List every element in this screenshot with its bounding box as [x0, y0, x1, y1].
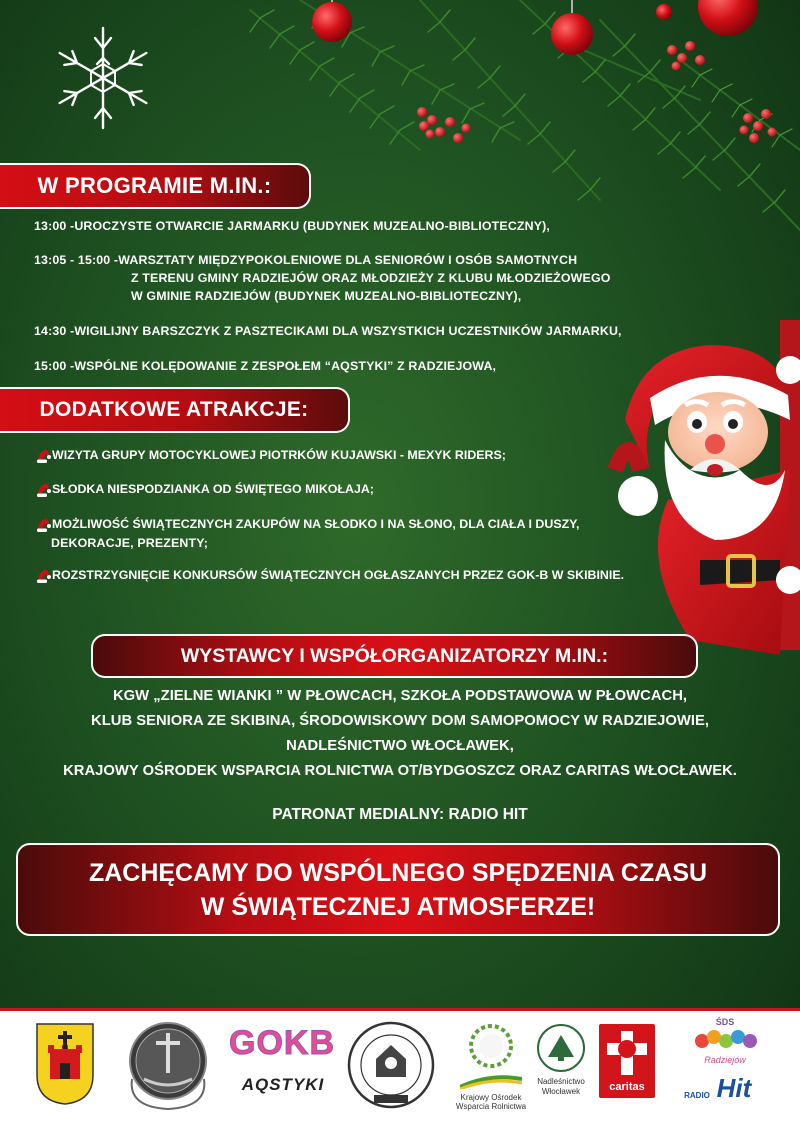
- program-item: [34, 359, 496, 373]
- program-text: UROCZYSTE OTWARCIE JARMARKU (BUDYNEK MUZEALNO-BIBLIOTECZNY),: [74, 219, 551, 233]
- attraction-text: WIZYTA GRUPY MOTOCYKLOWEJ PIOTRKÓW KUJAWSKI - MEXYK RIDERS;: [52, 448, 506, 462]
- attraction-item: [36, 448, 506, 464]
- aqstyki-logo: AQSTYKI: [241, 1075, 325, 1094]
- exhibitors-line: KLUB SENIORA ZE SKIBINA, ŚRODOWISKOWY DOM SAMOPOMOCY W RADZIEJOWIE,: [91, 713, 709, 729]
- santa-hat-icon: [36, 448, 51, 464]
- sds-logo-sub: Radziejów: [704, 1055, 746, 1065]
- footer-logos: [0, 1008, 800, 1132]
- sds-hands-logo: [694, 1027, 758, 1053]
- lasy-panstwowe-logo: [536, 1023, 586, 1073]
- program-text-cont: Z TERENU GMINY RADZIEJÓW ORAZ MŁODZIEŻY Z KLUBU MŁODZIEŻOWEGO: [131, 271, 611, 285]
- program-time: 13:05 - 15:00 -: [34, 253, 119, 267]
- attraction-text: SŁODKA NIESPODZIANKA OD ŚWIĘTEGO MIKOŁAJA;: [52, 482, 374, 496]
- attraction-text: MOŻLIWOŚĆ ŚWIĄTECZNYCH ZAKUPÓW NA SŁODKO I NA SŁONO, DLA CIAŁA I DUSZY,: [52, 517, 580, 531]
- radio-logo-text: RADIO: [684, 1091, 710, 1100]
- attraction-text-cont: DEKORACJE, PREZENTY;: [51, 536, 208, 550]
- kowr-logo-text: [452, 1093, 530, 1111]
- sf-school-emblem-logo: [128, 1019, 208, 1111]
- santa-hat-icon: [36, 517, 51, 533]
- kowr-logo-mark: [460, 1073, 522, 1089]
- closing-banner: [16, 843, 780, 936]
- program-text-cont: W GMINIE RADZIEJÓW (BUDYNEK MUZEALNO-BIBLIOTECZNY),: [131, 289, 522, 303]
- attraction-text: ROZSTRZYGNIĘCIE KONKURSÓW ŚWIĄTECZNYCH OGŁASZANYCH PRZEZ GOK-B W SKIBINIE.: [52, 568, 625, 582]
- attractions-header: [0, 387, 350, 433]
- exhibitors-line: KGW „ZIELNE WIANKI ” W PŁOWCACH, SZKOŁA PODSTAWOWA W PŁOWCACH,: [112, 688, 687, 704]
- program-item: [34, 324, 622, 338]
- radio-hit-logo: Hit: [716, 1073, 752, 1103]
- program-time: 14:30 -: [34, 324, 75, 338]
- program-time: 13:00 -: [34, 219, 75, 233]
- attraction-item: [36, 482, 374, 498]
- gokb-logo: GOKB: [229, 1024, 335, 1062]
- santa-hat-icon: [36, 482, 51, 498]
- sds-logo-text: ŚDS: [715, 1017, 735, 1027]
- program-text: WSPÓLNE KOLĘDOWANIE Z ZESPOŁEM “AQSTYKI” Z RADZIEJOWA,: [74, 359, 497, 373]
- lasy-logo-text: [528, 1077, 594, 1097]
- media-patronage: PATRONAT MEDIALNY: RADIO HIT: [272, 806, 528, 823]
- program-time: 15:00 -: [34, 359, 75, 373]
- lasy-line: Nadleśnictwo: [537, 1077, 585, 1086]
- program-header-text: W PROGRAMIE M.IN.:: [37, 173, 272, 198]
- program-item: [34, 219, 550, 233]
- lasy-line: Włocławek: [541, 1087, 581, 1096]
- attractions-header-text: DODATKOWE ATRAKCJE:: [39, 398, 309, 421]
- kowr-line: Wsparcia Rolnictwa: [455, 1102, 527, 1111]
- radziejow-coat-of-arms-logo: [36, 1023, 94, 1105]
- exhibitors-line: NADLEŚNICTWO WŁOCŁAWEK,: [286, 738, 514, 754]
- program-text: WARSZTATY MIĘDZYPOKOLENIOWE DLA SENIORÓW I OSÓB SAMOTNYCH: [118, 253, 578, 267]
- closing-line-2: W ŚWIĄTECZNEJ ATMOSFERZE!: [200, 892, 596, 921]
- exhibitors-line: KRAJOWY OŚRODEK WSPARCIA ROLNICTWA OT/BYDGOSZCZ ORAZ CARITAS WŁOCŁAWEK.: [63, 763, 737, 779]
- attraction-item: [36, 568, 624, 584]
- program-item: [34, 253, 577, 267]
- program-header: [0, 163, 311, 209]
- santa-claus-illustration: [615, 320, 800, 655]
- kowr-line: Krajowy Ośrodek: [460, 1093, 522, 1102]
- caritas-logo-text: caritas: [609, 1081, 645, 1093]
- snowflake-icon: [56, 28, 151, 128]
- closing-line-1: ZACHĘCAMY DO WSPÓLNEGO SPĘDZENIA CZASU: [88, 858, 708, 887]
- attraction-item: [36, 517, 580, 533]
- santa-hat-icon: [36, 568, 51, 584]
- exhibitors-header-text: WYSTAWCY I WSPÓŁORGANIZATORZY M.IN.:: [180, 644, 609, 667]
- mexyk-riders-emblem-logo: [346, 1019, 436, 1111]
- program-text: WIGILIJNY BARSZCZYK Z PASZTECIKAMI DLA WSZYSTKICH UCZESTNIKÓW JARMARKU,: [74, 324, 622, 338]
- zielne-wianki-logo: [466, 1021, 516, 1071]
- exhibitors-header: [91, 634, 698, 678]
